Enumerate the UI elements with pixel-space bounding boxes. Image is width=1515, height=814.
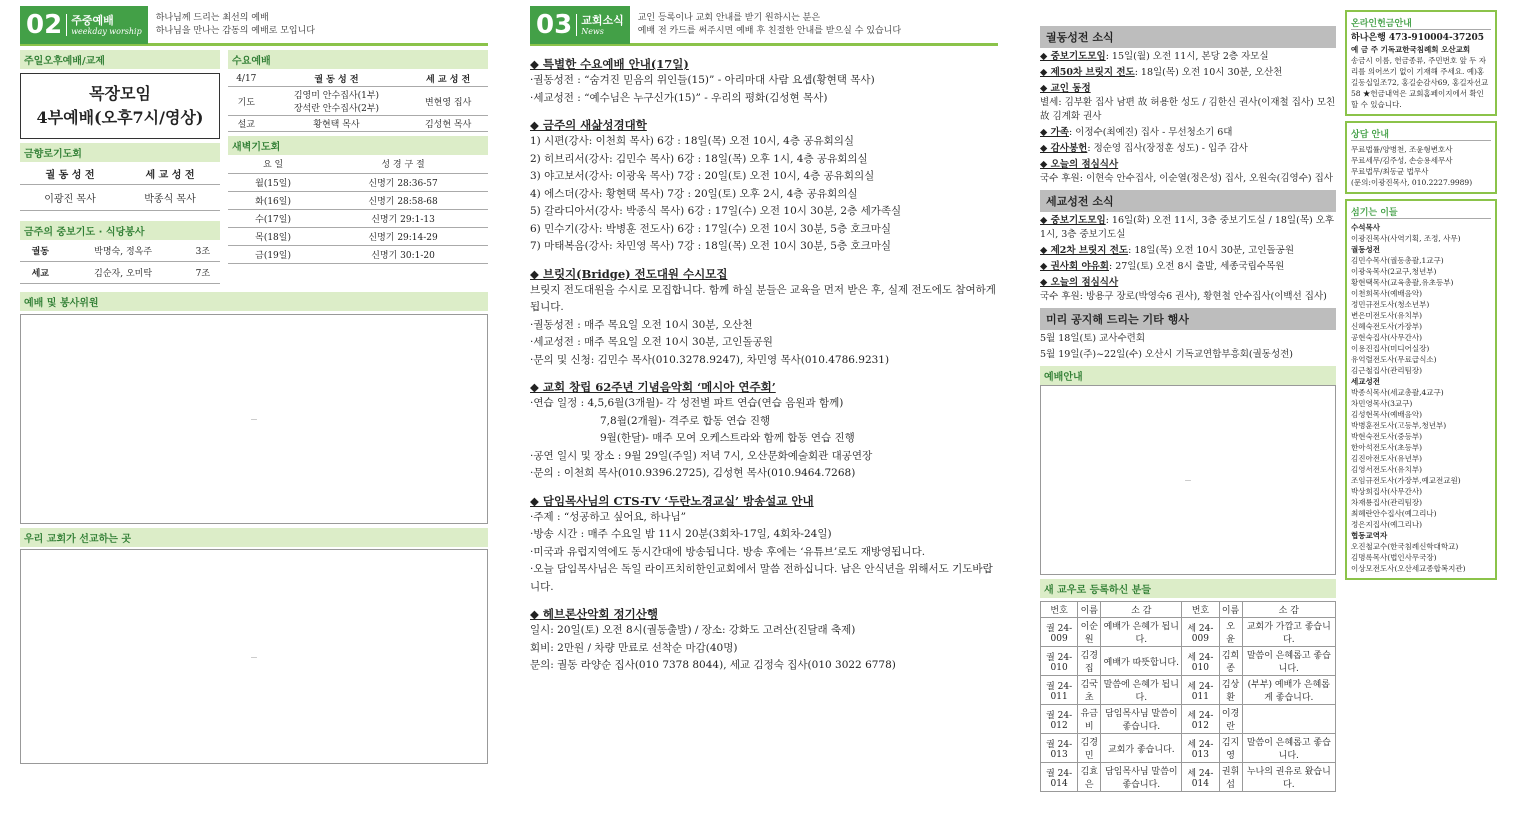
staff-item: 이천희목사(예배음악) [1351, 289, 1423, 298]
missions-table: — [20, 549, 488, 764]
staff-item: 한아석전도사(초등부) [1351, 443, 1423, 452]
staff-item: 조임규전도사(가장부,예교전교원) [1351, 476, 1461, 485]
section-title: 우리 교회가 선교하는 곳 [20, 528, 488, 547]
page-03 [530, 6, 998, 675]
page-right: 궐동성전 소식 ◆ 중보기도모임: 15일(월) 오전 11시, 본당 2층 자모실 ◆ 제50차 브릿지 전도: 18일(목) 오전 10시 30분, 오산천 ◆ 교인 동정 별세: 김부환 집사 남편 故 허용한 성도 / 김한신 권사(이재철 집사) 모친 故 김계화 권사 ◆ 가족: 이정수(최예진) 집사 - 무선청소기 6대 ◆ 감사봉헌: 정순영 집사(장정훈 성도) - 입주 감사 ◆ 오늘의 점심식사 국수 후원: 이현숙 안수집사, 이순열(정은성) 집사, 오원숙(김영수) 집사 세교성전 소식 ◆ 중보기도모임: 16일(화) 오전 11시, 3층 중보기도실 / 18일(목) 오후 1시, 3층 중보기도실 ◆ 제2차 브릿지 전도: 18일(목) 오전 10시 30분, 고인돌공원 ◆ 권사회 야유회: 27일(토) 오전 8시 출발, 세종국립수목원 ◆ 오늘의 점심식사 국수 후원: 방용구 장로(박영숙6 권사), 황현철 안수집사(이백선 집사) 미리 공지해 드리는 기타 행사 5월 18일(토) 교사수련회 5월 19일(주)~22일(수) 오산시 기독교연합부흥회(궐동성전) 예배안내 — 새 교우로 등록하신 분들 번호 이름 소 감 번호 이름 소 감 궐 24-009 이순원 예배가 은혜가 됩니다. 세 24-009 오 윤 교회가 가깝고 좋습니다. 궐 24-010 김경집 예배가 따뜻합니다. 세 24-010 김희종 말씀이 은혜롭고 좋습니다. 궐 24-011 김국초 말씀에 은혜가 됩니다. 세 24-011 김상환 (부부) 예배가 은혜롭게 좋습니다. 궐 24-012 유금비 담임목사님 말씀이 좋습니다. 세 24-012 이경란 궐 24-013 김경민 교회가 좋습니다. 세 24-013 김지영 말씀이 은혜롭고 좋습니다. 궐 24-014 김효은 담임목사님 말씀이 좋습니다. 세 24-014 권휘섭 누나의 권유로 왔습니다. [1040, 22, 1336, 792]
section-title: 금주의 중보기도 · 식당봉사 [20, 221, 220, 240]
staff-item: 공현숙집사(사무간사) [1351, 333, 1423, 342]
staff-item: 정민규전도사(청소년부) [1351, 300, 1430, 309]
staff-item: 변은미전도사(유치부) [1351, 311, 1423, 320]
staff-item: 김진아전도사(유년부) [1351, 454, 1423, 463]
staff-item: 차재룡집사(관리팀장) [1351, 498, 1423, 507]
staff-item: 박상희집사(사무간사) [1351, 487, 1423, 496]
service-committee-table: — [20, 314, 488, 524]
section-title: 예배안내 [1040, 366, 1336, 385]
intercession-table: 궐동 박명숙, 정옥주 3조 세교 김순자, 오미탁 7조 [20, 240, 220, 285]
staff-item: 김민수목사(궐동총괄,1교구) [1351, 256, 1444, 265]
staff-item: 김명록목사(법인사무국장) [1351, 553, 1437, 562]
page-02 [20, 6, 488, 764]
page-header [530, 6, 998, 46]
section-title: 금향로기도회 [20, 143, 220, 162]
sidebar [1345, 10, 1497, 585]
section-number: 03 교회소식 News [530, 6, 630, 44]
section-title: 주일오후예배/교제 [20, 50, 220, 69]
incense-prayer-table: 궐 동 성 전 세 교 성 전 이광진 목사 박종식 목사 [20, 164, 220, 211]
staff-item: 황현택목사(교육총괄,유초등부) [1351, 278, 1454, 287]
section-bar: 미리 공지해 드리는 기타 행사 [1040, 308, 1336, 330]
staff-item: 박현숙전도사(중등부) [1351, 432, 1423, 441]
staff-item: 최혜란안수집사(예그리나) [1351, 509, 1437, 518]
staff-item: 차민영목사(3교구) [1351, 399, 1413, 408]
staff-box: 섬기는 이들 수석목사 이광진목사(사역기획, 조정, 사무) 궐동성전 김민수목사(궐동총괄,1교구) 이광욱목사(2교구,청년부) 황현택목사(교육총괄,유초등부) 이천희목사(예배음악) 정민규전도사(청소년부) 변은미전도사(유치부) 신혜숙전도사(가장부) 공현숙집사(사무간사) 이용진집사(미디어실장) 유억렬전도사(무료급식소) 김근철집사(관리팀장) 세교성전 박종식목사(세교총괄,4교구) 차민영목사(3교구) 김성현목사(예배음악) 박병훈전도사(고등부,청년부) 박현숙전도사(중등부) 한아석전도사(초등부) 김진아전도사(유년부) 김영서전도사(유치부) 조임규전도사(가장부,예교전교원) 박상희집사(사무간사) 차재룡집사(관리팀장) 최혜란안수집사(예그리나) 정은지집사(예그리나) 협동교역자 오진철교수(한국침례신학대학교) 김명록목사(법인사무국장) 이상모전도사(오산세교종합복지관) [1345, 199, 1497, 580]
header-desc: 하나님께 드리는 최선의 예배 하나님을 만나는 감동의 예배로 모입니다 [155, 12, 315, 36]
staff-item: 박종식목사(세교총괄,4교구) [1351, 388, 1444, 397]
section-bar: 궐동성전 소식 [1040, 26, 1336, 48]
staff-item: 김근철집사(관리팀장) [1351, 366, 1423, 375]
staff-item: 오진철교수(한국침례신학대학교) [1351, 542, 1459, 551]
section-title: 예배 및 봉사위원 [20, 292, 488, 311]
worship-guide-table: — [1040, 385, 1336, 575]
dawn-prayer-table: 요 일 성 경 구 절 월(15일) 신명기 28:36-57 화(16일) 신명기 28:58-68 수(17일) 신명기 29:1-13 목(18일) 신명기 29:14-29 금(19일) 신명기 30:1-20 [228, 155, 488, 264]
staff-item: 박병훈전도사(고등부,청년부) [1351, 421, 1447, 430]
section-bar: 세교성전 소식 [1040, 190, 1336, 212]
section-number: 02 주중예배 weekday worship [20, 6, 148, 44]
staff-item: 이용진집사(미디어실장) [1351, 344, 1430, 353]
staff-item: 유억렬전도사(무료급식소) [1351, 355, 1437, 364]
news-body: ◆ 특별한 수요예배 안내(17일) ·궐동성전 : “숨겨진 믿음의 위인들(15)” - 아리마대 사람 요셉(황현택 목사) ·세교성전 : “예수님은 누구신가(15)” - 우리의 평화(김성현 목사) ◆ 금주의 새삶성경대학 1) 시편(강사: 이천희 목사) 6강 : 18일(목) 오전 10시, 4층 공유회의실 2) 히브리서(강사: 김민수 목사) 6강 : 18일(목) 오후 1시, 4층 공유회의실 3) 야고보서(강사: 이광욱 목사) 7강 : 20일(토) 오전 10시, 4층 공유회의실 4) 에스더(강사: 황현택 목사) 7강 : 20일(토) 오후 2시, 4층 공유회의실 5) 갈라디아서(강사: 박종식 목사) 6강 : 17일(수) 오전 10시 30분, 2층 세가족실 6) 민수기(강사: 박병훈 전도사) 6강 : 17일(수) 오전 10시 30분, 5층 호크마실 7) 마태복음(강사: 차민영 목사) 7강 : 18일(목) 오전 10시 30분, 5층 호크마실 ◆ 브릿지(Bridge) 전도대원 수시모집 브릿지 전도대원을 수시로 모집합니다. 함께 하실 분들은 교육을 먼저 받은 후, 실제 전도에도 참여하게 됩니다. ·궐동성전 : 매주 목요일 오전 10시 30분, 오산천 ·세교성전 : 매주 목요일 오전 10시 30분, 고인돌공원 ·문의 및 신청: 김민수 목사(010.3278.9247), 차민영 목사(010.4786.9231) ◆ 교회 창립 62주년 기념음악회 ‘메시아 연주회’ ·연습 일정 : 4,5,6월(3개월)- 각 성전별 파트 연습(연습 음원과 함께) 7,8월(2개월)- 격주로 합동 연습 진행 9월(한달)- 매주 모여 오케스트라와 함께 합동 연습 진행 ·공연 일시 및 장소 : 9월 29일(주일) 저녁 7시, 오산문화예술회관 대공연장 ·문의 : 이천희 목사(010.9396.2725), 김성현 목사(010.9464.7268) ◆ 담임목사님의 CTS-TV ‘두란노경교실’ 방송설교 안내 ·주제 : “성공하고 싶어요, 하나님” ·방송 시간 : 매주 수요일 밤 11시 20분(3회차-17일, 4회차-24일) ·미국과 유럽지역에도 동시간대에 방송됩니다. 방송 후에는 ‘유튜브’로도 재방영됩니다. ·오늘 담임목사님은 독일 라이프치히한인교회에서 말씀 전하십니다. 남은 안식년을 위해서도 기도바랍니다. ◆ 헤브론산악회 정기산행 일시: 20일(토) 오전 8시(궐동출발) / 장소: 강화도 고려산(진달래 축제) 회비: 2만원 / 차량 만료로 선착순 마감(40명) 문의: 궐동 라양순 집사(010 7378 8044), 세교 김정숙 집사(010 3022 6778) [530, 57, 996, 671]
header-desc: 교인 등록이나 교회 안내를 받기 원하시는 분은 예배 전 카드를 써주시면 예배 후 친절한 안내를 받으실 수 있습니다 [637, 12, 902, 36]
online-offering-box: 온라인헌금안내 하나은행 473-910004-37205 예 금 주 기독교한국침례회 오산교회 송금시 이름, 헌금종류, 주민번호 앞 두 자리를 의어쓰기 없이 기재해 주세요. 예)홍길동십일조72, 홍길순감사69, 홍길자선교58 ★헌금내역은 교회홈페이지에서 확인할 수 있습니다. [1345, 10, 1497, 116]
page-header [20, 6, 488, 46]
counsel-box: 상담 안내 무료법률/양병천, 조윤형변호사 무료세무/김주성, 손승용세무사 무료법무/최동균 법무사 (문의:이광진목사, 010.2227.9989) [1345, 121, 1497, 194]
staff-item: 정은지집사(예그리나) [1351, 520, 1423, 529]
section-title: 새벽기도회 [228, 136, 488, 155]
staff-item: 신혜숙전도사(가장부) [1351, 322, 1423, 331]
sunday-afternoon-box: 목장모임 4부예배(오후7시/영상) [20, 73, 220, 139]
newcomers-table: 번호 이름 소 감 번호 이름 소 감 궐 24-009 이순원 예배가 은혜가 됩니다. 세 24-009 오 윤 교회가 가깝고 좋습니다. 궐 24-010 김경집 예배가 따뜻합니다. 세 24-010 김희종 말씀이 은혜롭고 좋습니다. 궐 24-011 김국초 말씀에 은혜가 됩니다. 세 24-011 김상환 (부부) 예배가 은혜롭게 좋습니다. 궐 24-012 유금비 담임목사님 말씀이 좋습니다. 세 24-012 이경란 궐 24-013 김경민 교회가 좋습니다. 세 24-013 김지영 말씀이 은혜롭고 좋습니다. 궐 24-014 김효은 담임목사님 말씀이 좋습니다. 세 24-014 권휘섭 누나의 권유로 왔습니다. [1040, 601, 1336, 792]
section-title: 새 교우로 등록하신 분들 [1040, 579, 1336, 598]
staff-item: 이광욱목사(2교구,청년부) [1351, 267, 1437, 276]
wednesday-table: 4/17 궐 동 성 전 세 교 성 전 기도 김영미 안수집사(1부) 장석란 안수집사(2부) 변현영 집사 설교 황현택 목사 김성현 목사 [228, 71, 488, 132]
staff-item: 김영서전도사(유치부) [1351, 465, 1423, 474]
staff-item: 김성현목사(예배음악) [1351, 410, 1423, 419]
staff-item: 이상모전도사(오산세교종합복지관) [1351, 564, 1466, 573]
section-title: 수요예배 [228, 50, 488, 69]
